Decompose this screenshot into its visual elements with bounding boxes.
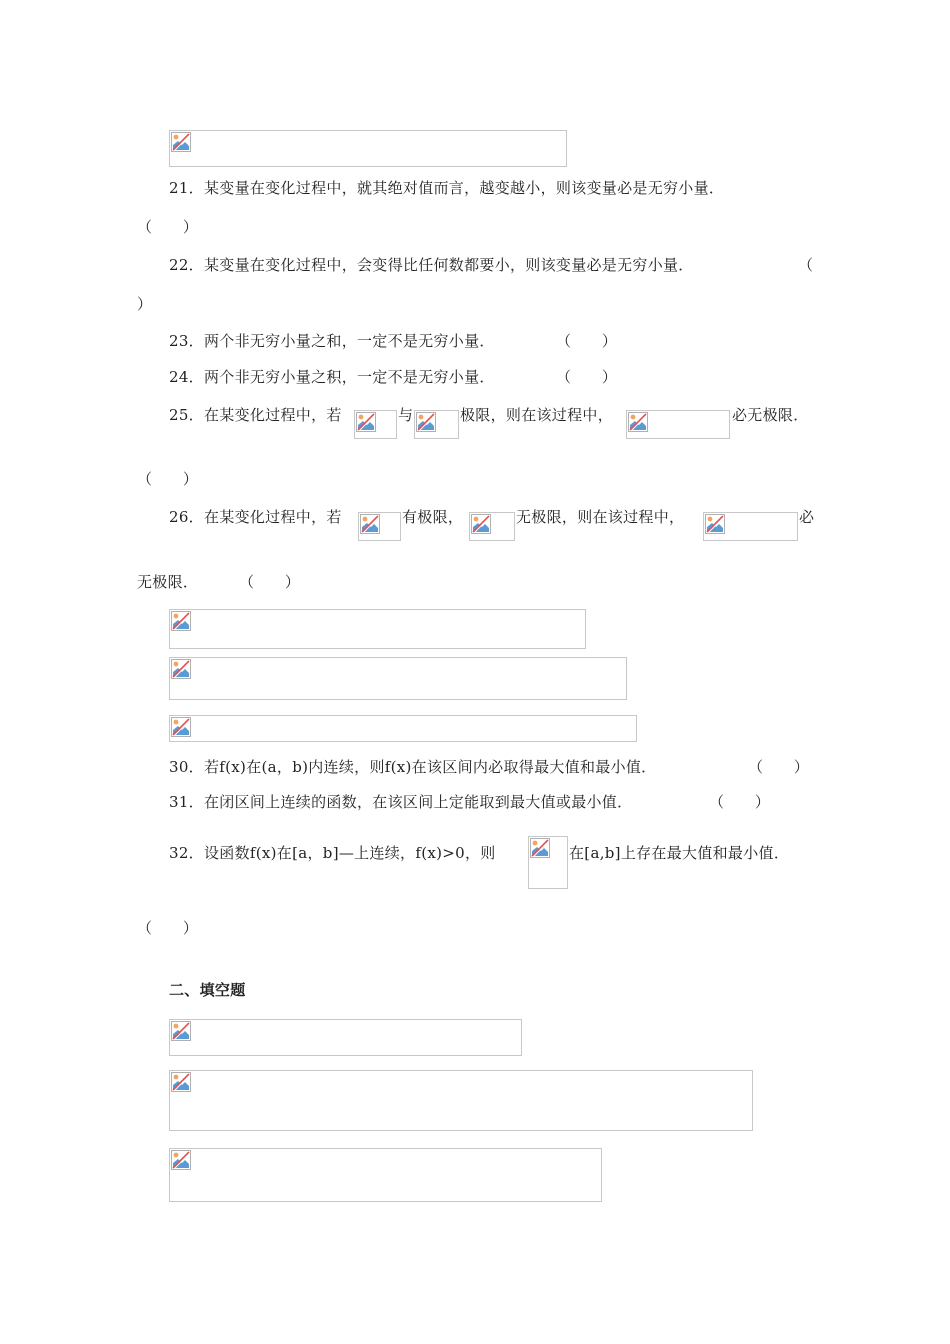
q21-answer-paren: （ ） — [137, 218, 199, 236]
q22-answer-paren-close: ） — [137, 295, 153, 313]
image-placeholder-q26-3 — [703, 512, 798, 541]
q26-text-a: 26．在某变化过程中，若 — [169, 508, 342, 526]
q32-answer-paren: （ ） — [137, 919, 199, 937]
q32-text-a: 32．设函数f(x)在[a，b]—上连续，f(x)>0，则 — [169, 844, 496, 862]
q25-text-c: 极限，则在该过程中， — [460, 406, 614, 424]
image-placeholder-fill-2 — [169, 1070, 753, 1131]
q25-text-b: 与 — [398, 406, 414, 424]
q30-answer-paren: （ ） — [748, 758, 810, 776]
q26-text-c: 无极限，则在该过程中， — [516, 508, 685, 526]
q26-answer-paren: （ ） — [239, 573, 301, 591]
q26-text-d: 必 — [799, 508, 815, 526]
q31-text: 31．在闭区间上连续的函数，在该区间上定能取到最大值或最小值． — [169, 793, 633, 811]
broken-image-icon — [356, 412, 376, 432]
image-placeholder-q26-1 — [358, 512, 401, 541]
q32-text-b: 在[a,b]上存在最大值和最小值． — [569, 844, 790, 862]
q22-text: 22．某变量在变化过程中，会变得比任何数都要小，则该变量必是无穷小量． — [169, 256, 694, 274]
q24-text: 24．两个非无穷小量之积，一定不是无穷小量． — [169, 368, 495, 386]
q21-text: 21．某变量在变化过程中，就其绝对值而言，越变越小，则该变量必是无穷小量． — [169, 179, 725, 197]
broken-image-icon — [628, 412, 648, 432]
broken-image-icon — [360, 514, 380, 534]
broken-image-icon — [171, 1021, 191, 1041]
q24-answer-paren: （ ） — [556, 368, 618, 386]
broken-image-icon — [416, 412, 436, 432]
q26-text-b: 有极限， — [402, 508, 464, 526]
broken-image-icon — [171, 1150, 191, 1170]
q30-text: 30．若f(x)在(a，b)内连续，则f(x)在该区间内必取得最大值和最小值． — [169, 758, 657, 776]
q26-text-line2: 无极限． — [137, 573, 199, 591]
q25-answer-paren: （ ） — [137, 470, 199, 488]
broken-image-icon — [530, 838, 550, 858]
image-placeholder-q28 — [169, 657, 627, 700]
broken-image-icon — [705, 514, 725, 534]
image-placeholder-fill-1 — [169, 1019, 522, 1056]
image-placeholder-fill-3 — [169, 1148, 602, 1202]
q23-text: 23．两个非无穷小量之和，一定不是无穷小量． — [169, 332, 495, 350]
broken-image-icon — [171, 611, 191, 631]
broken-image-icon — [471, 514, 491, 534]
q23-answer-paren: （ ） — [556, 332, 618, 350]
broken-image-icon — [171, 717, 191, 737]
image-placeholder-q32 — [528, 836, 568, 889]
image-placeholder-q27 — [169, 609, 586, 649]
broken-image-icon — [171, 1072, 191, 1092]
image-placeholder-q26-2 — [469, 512, 515, 541]
q31-answer-paren: （ ） — [709, 793, 771, 811]
image-placeholder-q25-1 — [354, 410, 397, 439]
q25-text-a: 25．在某变化过程中，若 — [169, 406, 342, 424]
image-placeholder-q25-2 — [414, 410, 459, 439]
image-placeholder-q29 — [169, 715, 637, 742]
section-heading-fill-in: 二、填空题 — [169, 981, 246, 999]
broken-image-icon — [171, 659, 191, 679]
q25-text-d: 必无极限． — [732, 406, 809, 424]
q22-answer-paren-open: （ — [798, 256, 814, 274]
image-placeholder-q25-3 — [626, 410, 730, 439]
broken-image-icon — [171, 132, 191, 152]
image-placeholder-q20 — [169, 130, 567, 167]
